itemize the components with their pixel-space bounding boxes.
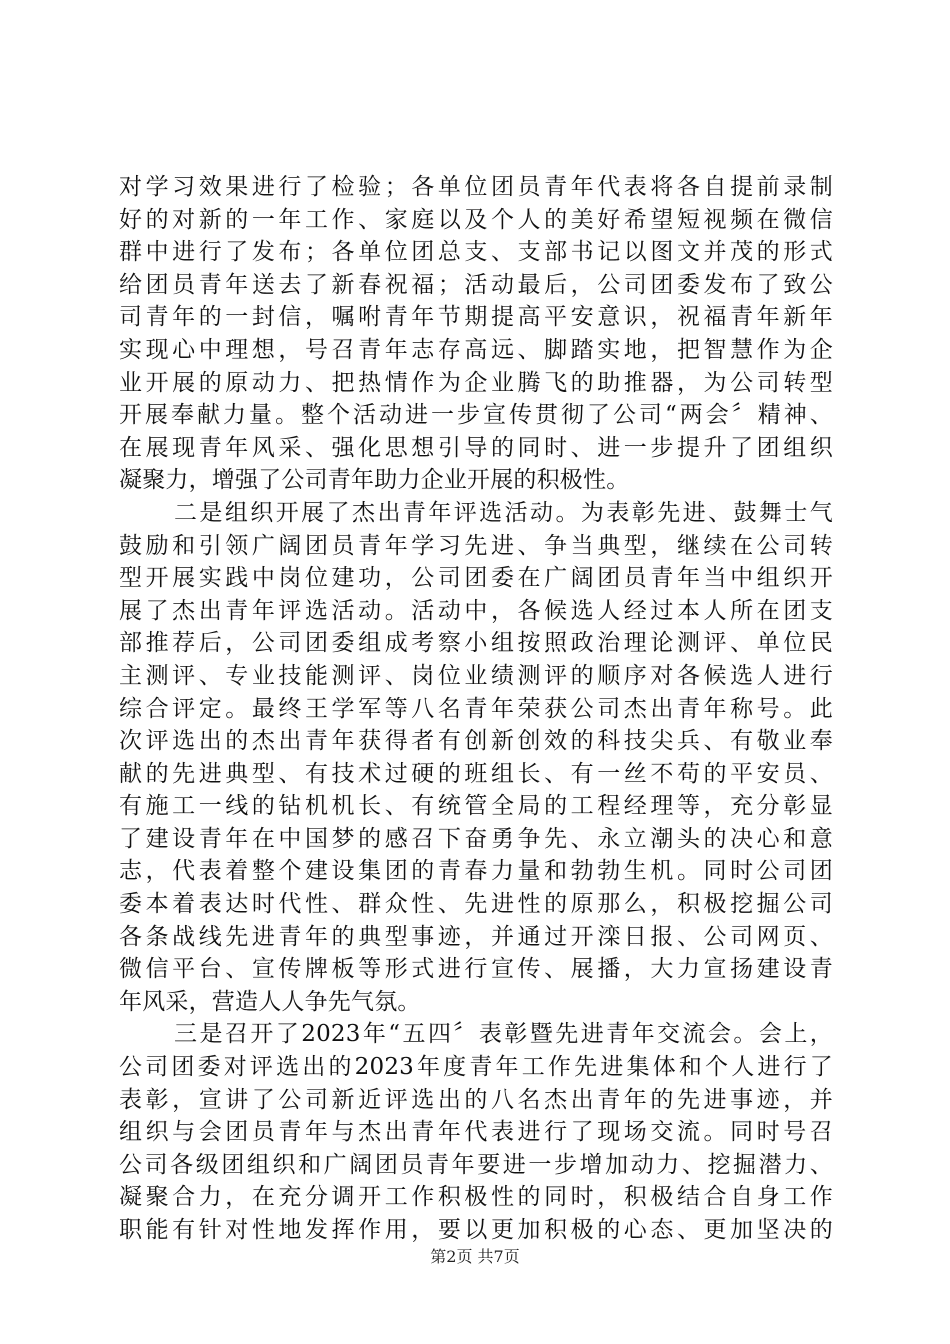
text-line: 公司团委对评选出的2023年度青年工作先进集体和个人进行了	[119, 1054, 833, 1081]
paragraph-start-line: 三是召开了2023年“五四〞表彰暨先进青年交流会。会上，	[174, 1021, 833, 1048]
text-line: 业开展的原动力、把热情作为企业腾飞的助推器，为公司转型	[119, 369, 833, 396]
text-line: 主测评、专业技能测评、岗位业绩测评的顺序对各候选人进行	[119, 662, 833, 689]
text-line: 年风采，营造人人争先气氛。	[119, 988, 421, 1015]
text-line: 凝聚合力，在充分调开工作积极性的同时，积极结合自身工作	[119, 1184, 833, 1211]
text-line: 公司各级团组织和广阔团员青年要进一步增加动力、挖掘潜力、	[119, 1151, 833, 1178]
text-line: 实现心中理想，号召青年志存高远、脚踏实地，把智慧作为企	[119, 336, 833, 363]
text-line: 了建设青年在中国梦的感召下奋勇争先、永立潮头的决心和意	[119, 825, 833, 852]
text-line: 在展现青年风采、强化思想引导的同时、进一步提升了团组织	[119, 434, 833, 461]
text-line: 献的先进典型、有技术过硬的班组长、有一丝不苟的平安员、	[119, 760, 833, 787]
text-line: 部推荐后，公司团委组成考察小组按照政治理论测评、单位民	[119, 630, 833, 657]
text-line: 委本着表达时代性、群众性、先进性的原那么，积极挖掘公司	[119, 891, 833, 918]
text-line: 群中进行了发布；各单位团总支、支部书记以图文并茂的形式	[119, 239, 833, 266]
text-line: 开展奉献力量。整个活动进一步宣传贯彻了公司“两会〞精神、	[119, 402, 833, 429]
text-line: 组织与会团员青年与杰出青年代表进行了现场交流。同时号召	[119, 1119, 833, 1146]
text-line: 展了杰出青年评选活动。活动中，各候选人经过本人所在团支	[119, 597, 833, 624]
text-line: 综合评定。最终王学军等八名青年荣获公司杰出青年称号。此	[119, 695, 833, 722]
text-line: 有施工一线的钻机机长、有统管全局的工程经理等，充分彰显	[119, 793, 833, 820]
text-line: 好的对新的一年工作、家庭以及个人的美好希望短视频在微信	[119, 206, 833, 233]
text-line: 对学习效果进行了检验；各单位团员青年代表将各自提前录制	[119, 174, 833, 200]
page-number-footer: 第2页 共7页	[430, 1247, 520, 1266]
text-line: 表彰，宣讲了公司新近评选出的八名杰出青年的先进事迹，并	[119, 1086, 833, 1113]
text-line: 鼓励和引领广阔团员青年学习先进、争当典型，继续在公司转	[119, 532, 833, 559]
body-text	[119, 171, 833, 1247]
text-line: 各条战线先进青年的典型事迹，并通过开滦日报、公司网页、	[119, 923, 833, 950]
text-line: 司青年的一封信，嘱咐青年节期提高平安意识，祝福青年新年	[119, 304, 833, 331]
text-line: 型开展实践中岗位建功，公司团委在广阔团员青年当中组织开	[119, 565, 833, 592]
text-line: 给团员青年送去了新春祝福；活动最后，公司团委发布了致公	[119, 271, 833, 298]
paragraph-start-line: 二是组织开展了杰出青年评选活动。为表彰先进、鼓舞士气	[174, 499, 833, 526]
text-line: 次评选出的杰出青年获得者有创新创效的科技尖兵、有敬业奉	[119, 728, 833, 755]
text-line: 职能有针对性地发挥作用，要以更加积极的心态、更加坚决的	[119, 1217, 833, 1243]
text-line: 微信平台、宣传牌板等形式进行宣传、展播，大力宣扬建设青	[119, 956, 833, 983]
text-line: 志，代表着整个建设集团的青春力量和勃勃生机。同时公司团	[119, 858, 833, 885]
text-line: 凝聚力，增强了公司青年助力企业开展的积极性。	[119, 467, 630, 494]
